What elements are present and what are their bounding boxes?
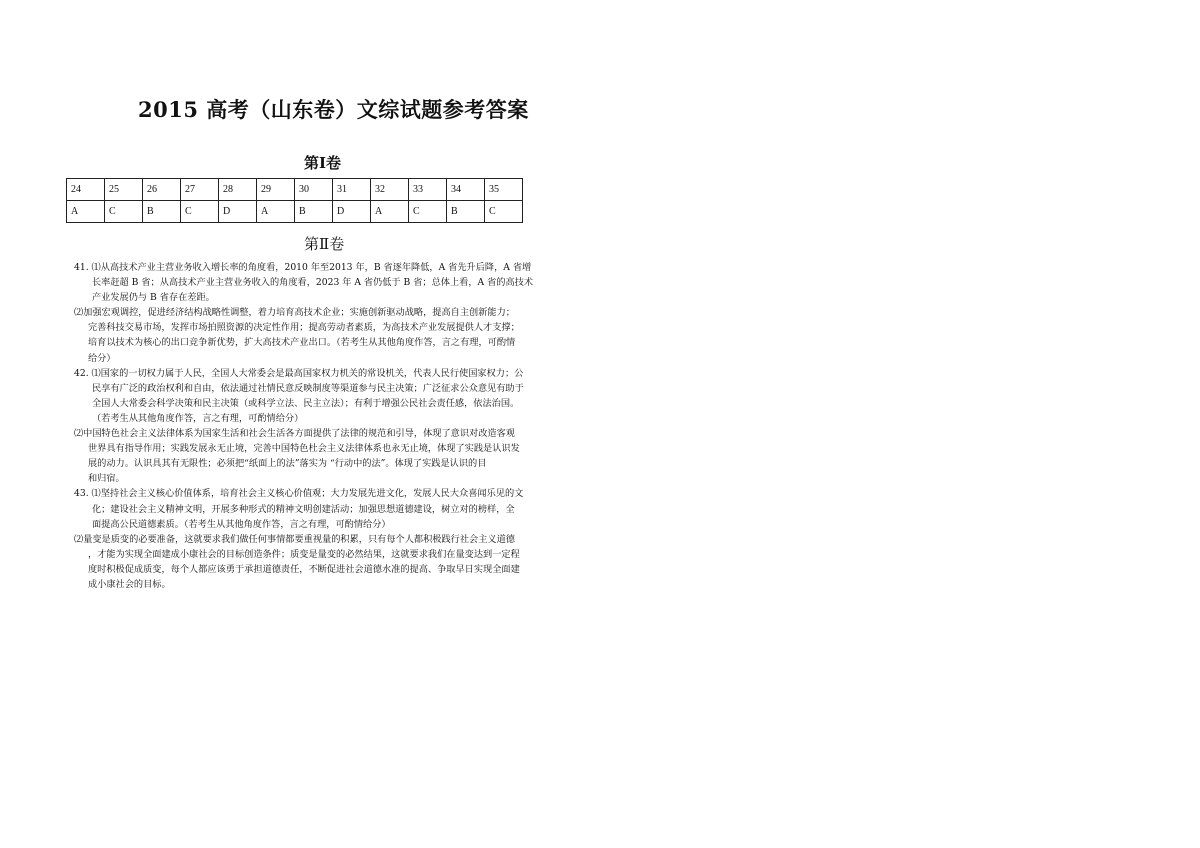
text-line: 和归宿。 — [88, 473, 125, 485]
answer-letter: A — [67, 201, 105, 223]
text-line: （若考生从其他角度作答，言之有理，可酌情给分） — [92, 412, 304, 424]
text-line: 度时积极促成质变，每个人都应该勇于承担道德责任，不断促进社会道德水准的提高、争取早日实现全面建 — [88, 563, 520, 575]
answer-letter: B — [143, 201, 181, 223]
question-number: 27 — [181, 179, 219, 201]
question-number: 32 — [371, 179, 409, 201]
question-number: 29 — [257, 179, 295, 201]
text-line: ，才能为实现全面建成小康社会的目标创造条件；质变是量变的必然结果，这就要求我们在量变达到一定程 — [88, 548, 520, 560]
answer-letter: C — [409, 201, 447, 223]
answer-letter: B — [447, 201, 485, 223]
section-2-heading: 第Ⅱ卷 — [304, 235, 345, 253]
answer-letter: D — [219, 201, 257, 223]
answer-paragraph-41-2 — [74, 305, 594, 365]
text-line: 培育以技术为核心的出口竞争新优势，扩大高技术产业出口。（若考生从其他角度作答，言之有理，可酌情 — [88, 337, 516, 349]
answer-paragraph-43-2 — [74, 532, 594, 592]
answer-letter: D — [333, 201, 371, 223]
question-number: 35 — [485, 179, 523, 201]
section-1-heading: 第Ⅰ卷 — [304, 154, 342, 172]
answer-letter: B — [295, 201, 333, 223]
answer-letter: C — [181, 201, 219, 223]
question-number: 34 — [447, 179, 485, 201]
document-title: 2015 高考（山东卷）文综试题参考答案 — [138, 97, 529, 122]
question-number: 24 — [67, 179, 105, 201]
question-number: 28 — [219, 179, 257, 201]
answer-paragraph-43-1 — [74, 486, 594, 531]
text-line: 42. ⑴国家的一切权力属于人民，全国人大常委会是最高国家权力机关的常设机关，代表人民行使国家权力；公 — [74, 367, 524, 379]
answer-letter: C — [105, 201, 143, 223]
answer-paragraph-42-1 — [74, 366, 594, 426]
question-number: 31 — [333, 179, 371, 201]
text-line: 全国人大常委会科学决策和民主决策（或科学立法、民主立法）；有利于增强公民社会责任感，依法治国。 — [92, 397, 520, 409]
answer-table-number-row — [67, 179, 523, 201]
text-line: 民享有广泛的政治权利和自由，依法通过社情民意反映制度等渠道参与民主决策；广泛征求公众意见有助于 — [92, 382, 524, 394]
answer-paragraph-42-2 — [74, 426, 594, 486]
answer-table — [66, 178, 523, 223]
question-number: 25 — [105, 179, 143, 201]
text-line: 面提高公民道德素质。（若考生从其他角度作答，言之有理，可酌情给分） — [92, 518, 391, 530]
text-line: ⑵中国特色社会主义法律体系为国家生活和社会生活各方面提供了法律的规范和引导，体现了意识对改造客观 — [74, 428, 515, 440]
question-number: 33 — [409, 179, 447, 201]
answer-letter: A — [257, 201, 295, 223]
text-line: 展的动力。认识具其有无限性；必须把“纸面上的法”落实为 “行动中的法”。体现了实践是认识的目 — [88, 458, 487, 470]
text-line: 43. ⑴坚持社会主义核心价值体系，培育社会主义核心价值观；大力发展先进文化，发展人民大众喜闻乐见的文 — [74, 488, 524, 500]
answer-letter: C — [485, 201, 523, 223]
text-line: 给分） — [88, 352, 116, 364]
text-line: 长率赶超 B 省；从高技术产业主营业务收入的角度看，2023 年 A 省仍低于 B 省；总体上看，A 省的高技术 — [92, 277, 534, 289]
text-line: 完善科技交易市场，发挥市场拍照资源的决定性作用；提高劳动者素质，为高技术产业发展提供人才支撑； — [88, 322, 520, 334]
text-line: 成小康社会的目标。 — [88, 578, 171, 590]
question-number: 26 — [143, 179, 181, 201]
answer-text-block — [74, 260, 594, 592]
question-number: 30 — [295, 179, 333, 201]
answer-table-answer-row — [67, 201, 523, 223]
text-line: 41. ⑴从高技术产业主营业务收入增长率的角度看，2010 年至2013 年，B 省逐年降低，A 省先升后降，A 省增 — [74, 262, 532, 273]
text-line: ⑵量变是质变的必要准备，这就要求我们做任何事情都要重视量的积累，只有每个人都积极践行社会主义道德 — [74, 533, 515, 545]
answer-letter: A — [371, 201, 409, 223]
text-line: ⑵加强宏观调控，促进经济结构战略性调整，着力培育高技术企业；实施创新驱动战略，提高自主创新能力； — [74, 307, 515, 319]
text-line: 化；建设社会主义精神文明，开展多种形式的精神文明创建活动；加强思想道德建设，树立对的榜样，全 — [92, 503, 515, 515]
text-line: 世界具有指导作用；实践发展永无止境，完善中国特色杜会主义法律体系也永无止境，体现了实践是认识发 — [88, 443, 520, 455]
answer-paragraph-41-1 — [74, 260, 594, 305]
text-line: 产业发展仍与 B 省存在差距。 — [92, 292, 215, 304]
